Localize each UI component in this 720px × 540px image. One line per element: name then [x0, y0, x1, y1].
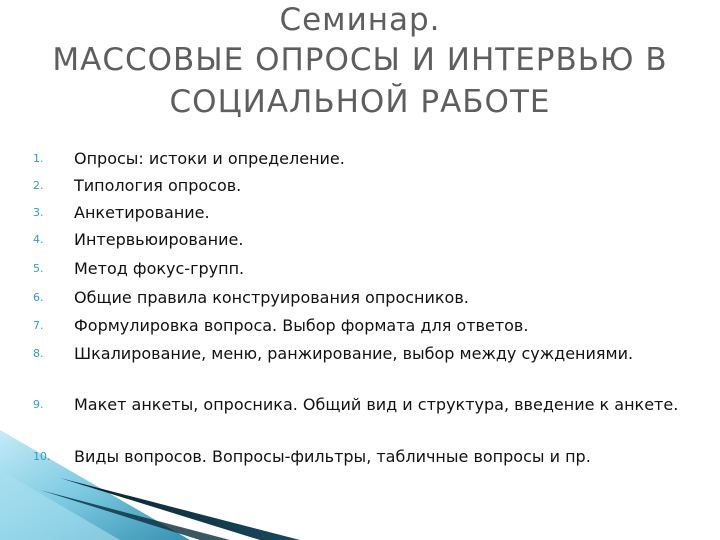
list-number: 4.	[33, 233, 44, 246]
list-text: Метод фокус-групп.	[74, 259, 245, 278]
list-text: Формулировка вопроса. Выбор формата для ответов.	[74, 316, 529, 335]
list-text: Общие правила конструирования опросников.	[74, 288, 469, 307]
list-number: 5.	[33, 262, 44, 275]
list-number: 1.	[33, 152, 44, 165]
list-text: Опросы: истоки и определение.	[74, 149, 345, 168]
list-text: Интервьюирование.	[74, 230, 244, 249]
slide-title-line-2: МАССОВЫЕ ОПРОСЫ И ИНТЕРВЬЮ В	[52, 42, 668, 78]
slide-title-line-3: СОЦИАЛЬНОЙ РАБОТЕ	[169, 84, 551, 120]
list-number: 10.	[33, 450, 51, 463]
list-text: Типология опросов.	[74, 176, 242, 195]
list-text: Шкалирование, меню, ранжирование, выбор между суждениями.	[74, 344, 634, 363]
list-text: Макет анкеты, опросника. Общий вид и структура, введение к анкете.	[74, 395, 679, 414]
list-number: 6.	[33, 291, 44, 304]
list-text: Виды вопросов. Вопросы-фильтры, табличные вопросы и пр.	[74, 447, 591, 466]
slide-title-line-1: Семинар.	[279, 2, 441, 38]
list-number: 8.	[33, 347, 44, 360]
list-text: Анкетирование.	[74, 203, 210, 222]
list-number: 7.	[33, 319, 44, 332]
list-number: 9.	[33, 398, 44, 411]
list-number: 3.	[33, 206, 44, 219]
list-number: 2.	[33, 179, 44, 192]
